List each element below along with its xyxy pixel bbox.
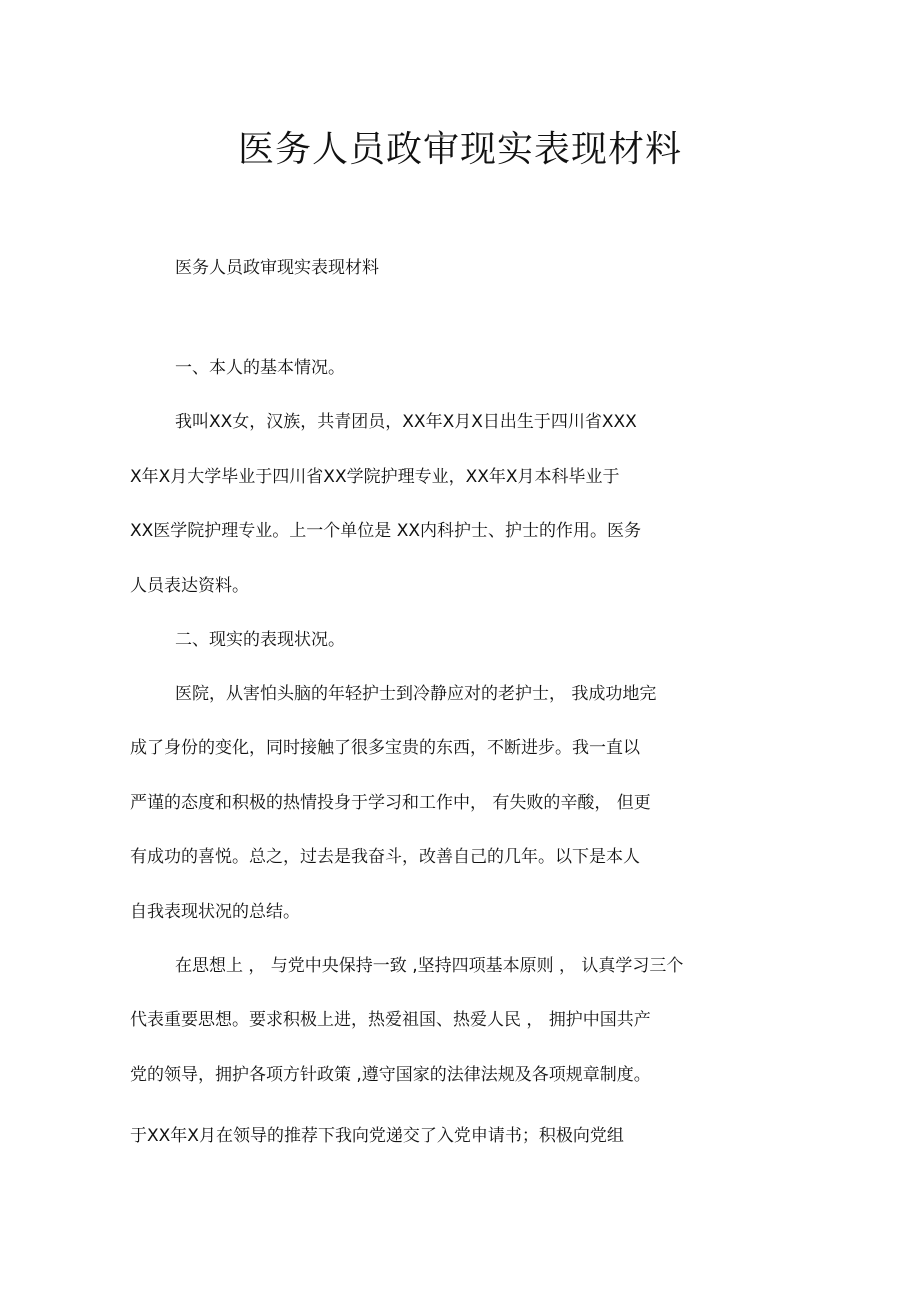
paragraph-line: 在思想上 ， 与党中央保持一致 ,坚持四项基本原则 ， 认真学习三个 [175, 956, 684, 976]
paragraph-line: 医院，从害怕头脑的年轻护士到冷静应对的老护士， 我成功地完 [175, 684, 657, 704]
paragraph-line: 成了身份的变化，同时接触了很多宝贵的东西，不断进步。我一直以 [130, 738, 640, 758]
section-heading-basic-info: 一、本人的基本情况。 [175, 358, 345, 378]
paragraph-line: 自我表现状况的总结。 [130, 902, 300, 922]
paragraph-line: 严谨的态度和积极的热情投身于学习和工作中， 有失败的辛酸， 但更 [130, 793, 651, 813]
document-title: 医务人员政审现实表现材料 [237, 129, 682, 170]
paragraph-line: 党的领导，拥护各项方针政策 ,遵守国家的法律法规及各项规章制度。 [130, 1065, 651, 1085]
paragraph-line: 有成功的喜悦。总之，过去是我奋斗，改善自己的几年。以下是本人 [130, 847, 640, 867]
subtitle-line: 医务人员政审现实表现材料 [175, 258, 379, 278]
paragraph-line: 人员表达资料。 [130, 576, 249, 596]
paragraph-line: 我叫XX女，汉族，共青团员，XX年X月X日出生于四川省XXX [175, 412, 637, 432]
section-heading-performance: 二、现实的表现状况。 [175, 630, 345, 650]
paragraph-line: X年X月大学毕业于四川省XX学院护理专业，XX年X月本科毕业于 [130, 467, 620, 487]
paragraph-line: XX医学院护理专业。上一个单位是 XX内科护士、护士的作用。医务 [130, 521, 641, 541]
paragraph-line: 代表重要思想。要求积极上进，热爱祖国、热爱人民 ， 拥护中国共产 [130, 1010, 651, 1030]
paragraph-line: 于XX年X月在领导的推荐下我向党递交了入党申请书；积极向党组 [130, 1126, 624, 1146]
